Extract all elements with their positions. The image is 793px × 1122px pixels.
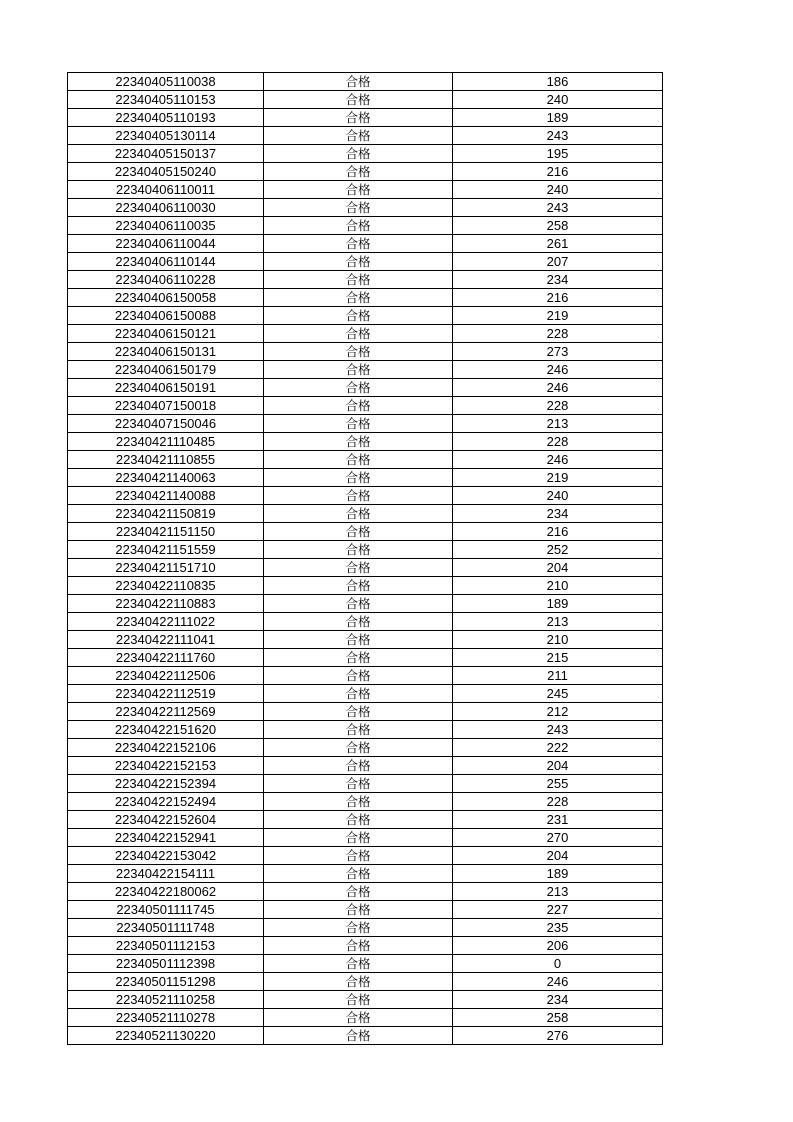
table-row — [68, 505, 663, 523]
candidate-id-cell: 22340422152153 — [68, 757, 264, 775]
score-cell: 252 — [453, 541, 663, 559]
score-cell: 234 — [453, 991, 663, 1009]
status-cell: 合格 — [264, 433, 453, 451]
table-row — [68, 541, 663, 559]
status-cell: 合格 — [264, 703, 453, 721]
score-cell: 212 — [453, 703, 663, 721]
status-cell: 合格 — [264, 595, 453, 613]
candidate-id-cell: 22340406150131 — [68, 343, 264, 361]
status-cell: 合格 — [264, 325, 453, 343]
score-cell: 206 — [453, 937, 663, 955]
candidate-id-cell: 22340421151150 — [68, 523, 264, 541]
candidate-id-cell: 22340406110144 — [68, 253, 264, 271]
candidate-id-cell: 22340422110883 — [68, 595, 264, 613]
status-cell: 合格 — [264, 487, 453, 505]
status-cell: 合格 — [264, 271, 453, 289]
score-cell: 228 — [453, 433, 663, 451]
table-row — [68, 451, 663, 469]
status-cell: 合格 — [264, 757, 453, 775]
status-cell: 合格 — [264, 955, 453, 973]
score-cell: 273 — [453, 343, 663, 361]
table-row — [68, 667, 663, 685]
table-row — [68, 253, 663, 271]
status-cell: 合格 — [264, 739, 453, 757]
score-cell: 258 — [453, 1009, 663, 1027]
candidate-id-cell: 22340406150121 — [68, 325, 264, 343]
score-cell: 228 — [453, 793, 663, 811]
score-cell: 246 — [453, 973, 663, 991]
candidate-id-cell: 22340422152941 — [68, 829, 264, 847]
status-cell: 合格 — [264, 1009, 453, 1027]
table-row — [68, 613, 663, 631]
candidate-id-cell: 22340501111748 — [68, 919, 264, 937]
table-row — [68, 325, 663, 343]
candidate-id-cell: 22340405130114 — [68, 127, 264, 145]
candidate-id-cell: 22340406110011 — [68, 181, 264, 199]
candidate-id-cell: 22340501151298 — [68, 973, 264, 991]
candidate-id-cell: 22340405110153 — [68, 91, 264, 109]
candidate-id-cell: 22340407150046 — [68, 415, 264, 433]
status-cell: 合格 — [264, 235, 453, 253]
table-row — [68, 127, 663, 145]
status-cell: 合格 — [264, 865, 453, 883]
table-row — [68, 1027, 663, 1045]
table-row — [68, 595, 663, 613]
status-cell: 合格 — [264, 685, 453, 703]
table-row — [68, 685, 663, 703]
candidate-id-cell: 22340501112398 — [68, 955, 264, 973]
status-cell: 合格 — [264, 631, 453, 649]
table-row — [68, 289, 663, 307]
score-cell: 246 — [453, 361, 663, 379]
status-cell: 合格 — [264, 289, 453, 307]
status-cell: 合格 — [264, 361, 453, 379]
candidate-id-cell: 22340422112506 — [68, 667, 264, 685]
candidate-id-cell: 22340422152604 — [68, 811, 264, 829]
score-cell: 215 — [453, 649, 663, 667]
table-row — [68, 793, 663, 811]
score-cell: 258 — [453, 217, 663, 235]
status-cell: 合格 — [264, 109, 453, 127]
score-cell: 189 — [453, 595, 663, 613]
candidate-id-cell: 22340407150018 — [68, 397, 264, 415]
status-cell: 合格 — [264, 973, 453, 991]
candidate-id-cell: 22340421151710 — [68, 559, 264, 577]
table-row — [68, 433, 663, 451]
score-cell: 234 — [453, 271, 663, 289]
score-cell: 246 — [453, 451, 663, 469]
score-cell: 261 — [453, 235, 663, 253]
status-cell: 合格 — [264, 721, 453, 739]
table-row — [68, 721, 663, 739]
candidate-id-cell: 22340521110278 — [68, 1009, 264, 1027]
candidate-id-cell: 22340406150191 — [68, 379, 264, 397]
candidate-id-cell: 22340406110030 — [68, 199, 264, 217]
status-cell: 合格 — [264, 901, 453, 919]
status-cell: 合格 — [264, 127, 453, 145]
status-cell: 合格 — [264, 469, 453, 487]
table-row — [68, 271, 663, 289]
status-cell: 合格 — [264, 505, 453, 523]
score-cell: 231 — [453, 811, 663, 829]
status-cell: 合格 — [264, 397, 453, 415]
status-cell: 合格 — [264, 811, 453, 829]
status-cell: 合格 — [264, 937, 453, 955]
table-row — [68, 559, 663, 577]
candidate-id-cell: 22340422152494 — [68, 793, 264, 811]
table-row — [68, 937, 663, 955]
candidate-id-cell: 22340422112519 — [68, 685, 264, 703]
score-cell: 213 — [453, 415, 663, 433]
candidate-id-cell: 22340422111760 — [68, 649, 264, 667]
status-cell: 合格 — [264, 667, 453, 685]
candidate-id-cell: 22340422153042 — [68, 847, 264, 865]
table-row — [68, 901, 663, 919]
score-cell: 186 — [453, 73, 663, 91]
status-cell: 合格 — [264, 541, 453, 559]
table-row — [68, 739, 663, 757]
status-cell: 合格 — [264, 793, 453, 811]
score-cell: 216 — [453, 289, 663, 307]
status-cell: 合格 — [264, 307, 453, 325]
candidate-id-cell: 22340422152394 — [68, 775, 264, 793]
table-row — [68, 163, 663, 181]
score-cell: 234 — [453, 505, 663, 523]
candidate-id-cell: 22340406150179 — [68, 361, 264, 379]
score-cell: 204 — [453, 847, 663, 865]
status-cell: 合格 — [264, 451, 453, 469]
candidate-id-cell: 22340422180062 — [68, 883, 264, 901]
results-table — [67, 72, 663, 1045]
candidate-id-cell: 22340406150058 — [68, 289, 264, 307]
score-cell: 213 — [453, 613, 663, 631]
candidate-id-cell: 22340406150088 — [68, 307, 264, 325]
table-row — [68, 775, 663, 793]
table-row — [68, 955, 663, 973]
score-cell: 245 — [453, 685, 663, 703]
status-cell: 合格 — [264, 217, 453, 235]
candidate-id-cell: 22340405110193 — [68, 109, 264, 127]
score-cell: 227 — [453, 901, 663, 919]
table-row — [68, 397, 663, 415]
table-row — [68, 811, 663, 829]
score-cell: 216 — [453, 163, 663, 181]
status-cell: 合格 — [264, 649, 453, 667]
score-cell: 276 — [453, 1027, 663, 1045]
score-cell: 213 — [453, 883, 663, 901]
score-cell: 211 — [453, 667, 663, 685]
score-cell: 219 — [453, 307, 663, 325]
table-row — [68, 343, 663, 361]
score-cell: 240 — [453, 181, 663, 199]
candidate-id-cell: 22340421110485 — [68, 433, 264, 451]
score-cell: 189 — [453, 109, 663, 127]
status-cell: 合格 — [264, 415, 453, 433]
candidate-id-cell: 22340521110258 — [68, 991, 264, 1009]
score-cell: 210 — [453, 577, 663, 595]
table-row — [68, 649, 663, 667]
candidate-id-cell: 22340406110228 — [68, 271, 264, 289]
score-cell: 219 — [453, 469, 663, 487]
table-row — [68, 145, 663, 163]
score-cell: 204 — [453, 559, 663, 577]
candidate-id-cell: 22340422152106 — [68, 739, 264, 757]
score-cell: 228 — [453, 325, 663, 343]
candidate-id-cell: 22340421110855 — [68, 451, 264, 469]
candidate-id-cell: 22340406110044 — [68, 235, 264, 253]
status-cell: 合格 — [264, 559, 453, 577]
status-cell: 合格 — [264, 199, 453, 217]
candidate-id-cell: 22340421140088 — [68, 487, 264, 505]
status-cell: 合格 — [264, 919, 453, 937]
status-cell: 合格 — [264, 73, 453, 91]
table-row — [68, 577, 663, 595]
table-row — [68, 91, 663, 109]
table-row — [68, 307, 663, 325]
table-row — [68, 217, 663, 235]
table-row — [68, 109, 663, 127]
table-row — [68, 379, 663, 397]
score-cell: 243 — [453, 199, 663, 217]
score-cell: 228 — [453, 397, 663, 415]
score-cell: 243 — [453, 721, 663, 739]
candidate-id-cell: 22340405150137 — [68, 145, 264, 163]
table-row — [68, 883, 663, 901]
status-cell: 合格 — [264, 379, 453, 397]
candidate-id-cell: 22340501112153 — [68, 937, 264, 955]
score-cell: 207 — [453, 253, 663, 271]
candidate-id-cell: 22340422154111 — [68, 865, 264, 883]
score-cell: 0 — [453, 955, 663, 973]
table-row — [68, 235, 663, 253]
table-row — [68, 973, 663, 991]
table-row — [68, 1009, 663, 1027]
status-cell: 合格 — [264, 829, 453, 847]
score-cell: 204 — [453, 757, 663, 775]
score-cell: 195 — [453, 145, 663, 163]
table-row — [68, 631, 663, 649]
status-cell: 合格 — [264, 775, 453, 793]
status-cell: 合格 — [264, 145, 453, 163]
status-cell: 合格 — [264, 253, 453, 271]
candidate-id-cell: 22340405150240 — [68, 163, 264, 181]
score-cell: 189 — [453, 865, 663, 883]
candidate-id-cell: 22340422110835 — [68, 577, 264, 595]
status-cell: 合格 — [264, 991, 453, 1009]
status-cell: 合格 — [264, 577, 453, 595]
candidate-id-cell: 22340405110038 — [68, 73, 264, 91]
candidate-id-cell: 22340521130220 — [68, 1027, 264, 1045]
score-cell: 210 — [453, 631, 663, 649]
table-row — [68, 523, 663, 541]
table-row — [68, 361, 663, 379]
score-cell: 243 — [453, 127, 663, 145]
status-cell: 合格 — [264, 343, 453, 361]
score-cell: 246 — [453, 379, 663, 397]
candidate-id-cell: 22340421151559 — [68, 541, 264, 559]
table-row — [68, 829, 663, 847]
status-cell: 合格 — [264, 847, 453, 865]
candidate-id-cell: 22340422151620 — [68, 721, 264, 739]
table-body — [68, 73, 663, 1045]
status-cell: 合格 — [264, 91, 453, 109]
score-cell: 240 — [453, 91, 663, 109]
table-row — [68, 415, 663, 433]
status-cell: 合格 — [264, 1027, 453, 1045]
status-cell: 合格 — [264, 163, 453, 181]
candidate-id-cell: 22340501111745 — [68, 901, 264, 919]
candidate-id-cell: 22340421140063 — [68, 469, 264, 487]
table-row — [68, 865, 663, 883]
status-cell: 合格 — [264, 613, 453, 631]
table-row — [68, 73, 663, 91]
table-row — [68, 469, 663, 487]
score-cell: 216 — [453, 523, 663, 541]
score-cell: 235 — [453, 919, 663, 937]
candidate-id-cell: 22340406110035 — [68, 217, 264, 235]
table-row — [68, 703, 663, 721]
score-cell: 222 — [453, 739, 663, 757]
table-row — [68, 199, 663, 217]
score-cell: 255 — [453, 775, 663, 793]
table-row — [68, 847, 663, 865]
score-cell: 270 — [453, 829, 663, 847]
table-row — [68, 181, 663, 199]
table-row — [68, 991, 663, 1009]
status-cell: 合格 — [264, 883, 453, 901]
status-cell: 合格 — [264, 181, 453, 199]
candidate-id-cell: 22340422112569 — [68, 703, 264, 721]
candidate-id-cell: 22340422111022 — [68, 613, 264, 631]
table-row — [68, 919, 663, 937]
table-row — [68, 487, 663, 505]
status-cell: 合格 — [264, 523, 453, 541]
score-cell: 240 — [453, 487, 663, 505]
candidate-id-cell: 22340421150819 — [68, 505, 264, 523]
table-row — [68, 757, 663, 775]
candidate-id-cell: 22340422111041 — [68, 631, 264, 649]
